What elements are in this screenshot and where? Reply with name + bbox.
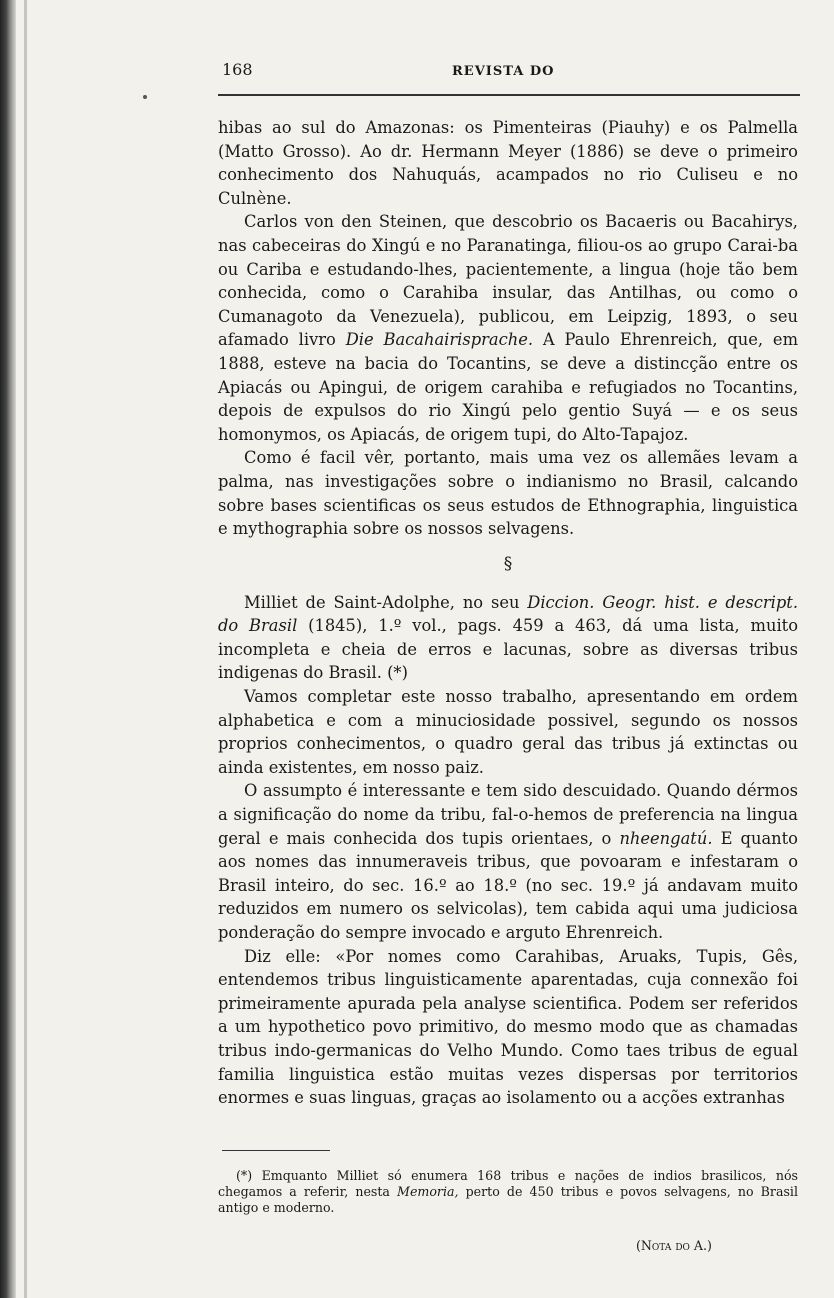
paragraph-5: [218, 685, 798, 779]
book-binding-edge: [0, 0, 16, 1298]
page-number: 168: [222, 60, 253, 79]
paragraph-1-text: hibas ao sul do Amazonas: os Pimenteiras (Piauhy) e os Palmella (Matto Grosso). Ao dr. Hermann Meyer (1886) se deve o primeiro conhecimento dos Nahuquás, acampados no rio Culiseu e no Culnène.: [218, 118, 798, 208]
footnote-text-b: perto de 450 tribus e povos selvagens, no Brasil antigo e moderno.: [218, 1184, 798, 1215]
paragraph-5-text: Vamos completar este nosso trabalho, apresentando em ordem alphabetica e com a minuciosidade possivel, segundo os nossos proprios conhecimentos, o quadro geral das tribus já extinctas ou ainda existentes, em nosso paiz.: [218, 687, 798, 777]
paragraph-4: [218, 591, 798, 685]
book-title-diccion: Diccion. Geogr. hist. e descript. do Brasil: [218, 592, 798, 636]
paragraph-4-text-a: Milliet de Saint-Adolphe, no seu: [244, 592, 528, 612]
paragraph-7: [218, 945, 798, 1110]
term-memoria: Memoria,: [397, 1184, 459, 1199]
paragraph-6-text-b: E quanto aos nomes das innumeraveis tribus, que povoaram e infestaram o Brasil inteiro, do sec. 16.º ao 18.º (no sec. 19.º já andavam muito reduzidos em numero os selvicolas), tem cabida aqui uma judiciosa ponderação do sempre invocado e arguto Ehrenreich.: [218, 828, 798, 942]
footnote-paragraph: [218, 1168, 798, 1216]
paragraph-7-text: Diz elle: «Por nomes como Carahibas, Aruaks, Tupis, Gês, entendemos tribus linguisticamente aparentadas, cuja connexão foi primeiramente apurada pela analyse scientifica. Podem ser referidos a um hypothetico povo primitivo, do mesmo modo que as chamadas tribus indo-germanicas do Velho Mundo. Como taes tribus de egual familia linguistica estão muitas vezes dispersas por territorios enormes e suas linguas, graças ao isolamento ou a acções extranhas: [218, 946, 798, 1108]
section-mark: §: [503, 553, 513, 574]
paragraph-6: [218, 779, 798, 944]
footnote: [218, 1168, 798, 1216]
paragraph-6-text-a: O assumpto é interessante e tem sido descuidado. Quando dérmos a significação do nome da tribu, fal-o-hemos de preferencia na lingua geral e mais conhecida dos tupis orientaes, o: [218, 781, 798, 848]
header-rule: [218, 94, 800, 96]
body-text: [218, 116, 798, 1110]
book-title-bacahairisprache: Die Bacahairisprache.: [345, 330, 534, 350]
paragraph-2-text-b: A Paulo Ehrenreich, que, em 1888, esteve na bacia do Tocantins, se deve a distincção entre os Apiacás ou Apingui, de origem carahiba e refugiados no Tocantins, depois de expulsos do rio Xingú pelo gentio Suyá — e os seus homonymos, os Apiacás, de origem tupi, do Alto-Tapajoz.: [218, 330, 799, 444]
running-head: REVISTA DO: [452, 64, 555, 79]
paragraph-3: [218, 446, 798, 540]
paragraph-1: [218, 116, 798, 210]
paragraph-2: [218, 210, 798, 446]
paragraph-3-text: Como é facil vêr, portanto, mais uma vez os allemães levam a palma, nas investigações sobre o indianismo no Brasil, calcando sobre bases scientificas os seus estudos de Ethnographia, linguistica e mythographia sobre os nossos selvagens.: [218, 448, 798, 539]
footnote-text-a: (*) Emquanto Milliet só enumera 168 tribus e nações de indios brasilicos, nós chegamos a referir, nesta: [218, 1168, 798, 1199]
paragraph-4-text-b: (1845), 1.º vol., pags. 459 a 463, dá uma lista, muito incompleta e cheia de erros e lacunas, sobre as diversas tribus indigenas do Brasil. (*): [218, 616, 798, 683]
footnote-rule: [222, 1150, 330, 1151]
footnote-attribution: (Nota do A.): [636, 1238, 712, 1253]
binding-shadow: [24, 0, 27, 1298]
print-speck: [143, 95, 147, 99]
paragraph-2-text-a: Carlos von den Steinen, que descobrio os Bacaeris ou Bacahirys, nas cabeceiras do Xingú e no Paranatinga, filiou-os ao grupo Carai-ba ou Cariba e estudando-lhes, pacientemente, a lingua (hoje tão bem conhecida, como o Carahiba insular, das Antilhas, ou como o Cumanagoto da Venezuela), publicou, em Leipzig, 1893, o seu afamado livro: [218, 212, 798, 350]
term-nheengatu: nheengatú.: [619, 828, 713, 848]
section-break: [218, 541, 798, 591]
